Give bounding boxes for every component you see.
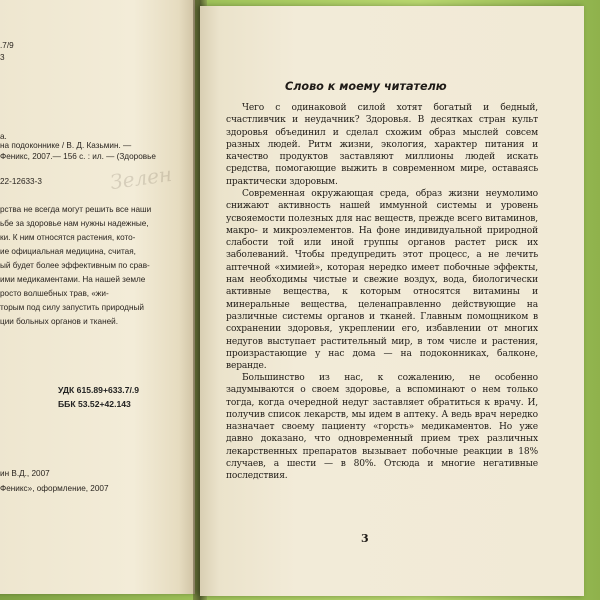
left-page bbox=[0, 0, 195, 594]
left-line: росто волшебных трав, «жи- bbox=[0, 289, 109, 298]
left-line: а. bbox=[0, 132, 7, 141]
page-number: 3 bbox=[361, 532, 369, 545]
left-line: ие официальная медицина, считая, bbox=[0, 247, 136, 256]
left-line: .7/9 bbox=[0, 41, 14, 50]
left-line: Феникс, 2007.— 156 с. : ил. — (Здоровье bbox=[0, 152, 156, 161]
paragraph: Современная окружающая среда, образ жизни неумолимо снижают активность нашей иммунной системы и уровень усвояемости полезных для нас веществ, прежде всего витаминов, макро- и микроэлементов. На фоне индивидуальной природной слабости той или иной группы органов растет риск их заболеваний. Чтобы предупредить этот процесс, а не лечить аптечной «химией», которая нередко имеет побочные эффекты, нам необходимы чистые и свежие воздух, вода, биологически активные вещества, к которым относятся витамины и минеральные вещества, целенаправленно действующие на различные системы органов и тканей. Главным помощником в сохранении здоровья, укреплении его, избавлении от многих недугов выступает растительный мир, в том числе и растения, произрастающие у нас дома — на подоконниках, балконе, веранде. bbox=[226, 189, 538, 372]
left-line: на подоконнике / В. Д. Казьмин. — bbox=[0, 141, 132, 150]
left-line: торым под силу запустить природный bbox=[0, 303, 144, 312]
ghost-print: Зелен bbox=[108, 161, 174, 195]
chapter-title: Слово к моему читателю bbox=[285, 80, 447, 93]
left-line: рства не всегда могут решить все наши bbox=[0, 205, 152, 214]
left-line: 3 bbox=[0, 53, 5, 62]
udk-code: УДК 615.89+633.7/.9 bbox=[58, 385, 140, 395]
bbk-code: ББК 53.52+42.143 bbox=[58, 399, 131, 409]
left-line: ции больных органов и тканей. bbox=[0, 317, 118, 326]
paragraph: Большинство из нас, к сожалению, не особенно задумываются о своем здоровье, а вспоминают о нем только тогда, когда очередной недуг заставляет обратиться к врачу. И, получив список лекарств, мы идем в аптеку. А ведь врач нередко назначает своему пациенту «горсть» медикаментов. Но уже давно доказано, что одновременный прием трех различных лекарственных препаратов вызывает побочные реакции в 18% случаев, а шести — в 80%. Отсюда и многие негативные последствия. bbox=[226, 373, 538, 482]
left-line: ый будет более эффективным по срав- bbox=[0, 261, 150, 270]
left-line: 22-12633-3 bbox=[0, 177, 42, 186]
paragraph: Чего с одинаковой силой хотят богатый и бедный, счастливчик и неудачник? Здоровья. В десятках стран культ здоровья объединил и сделал схожим образ мыслей совсем разных людей. Ритм жизни, экология, характер питания и качество продуктов заставляют миллионы людей искать средства, помогающие выжить в современном мире, оставаясь практически здоровым. bbox=[226, 103, 538, 187]
left-line: ьбе за здоровье нам нужны надежные, bbox=[0, 219, 149, 228]
copyright-publisher: Феникс», оформление, 2007 bbox=[0, 484, 109, 493]
left-line: ки. К ним относятся растения, кото- bbox=[0, 233, 136, 242]
left-line: ими медикаментами. На нашей земле bbox=[0, 275, 146, 284]
copyright-author: ин В.Д., 2007 bbox=[0, 469, 50, 478]
